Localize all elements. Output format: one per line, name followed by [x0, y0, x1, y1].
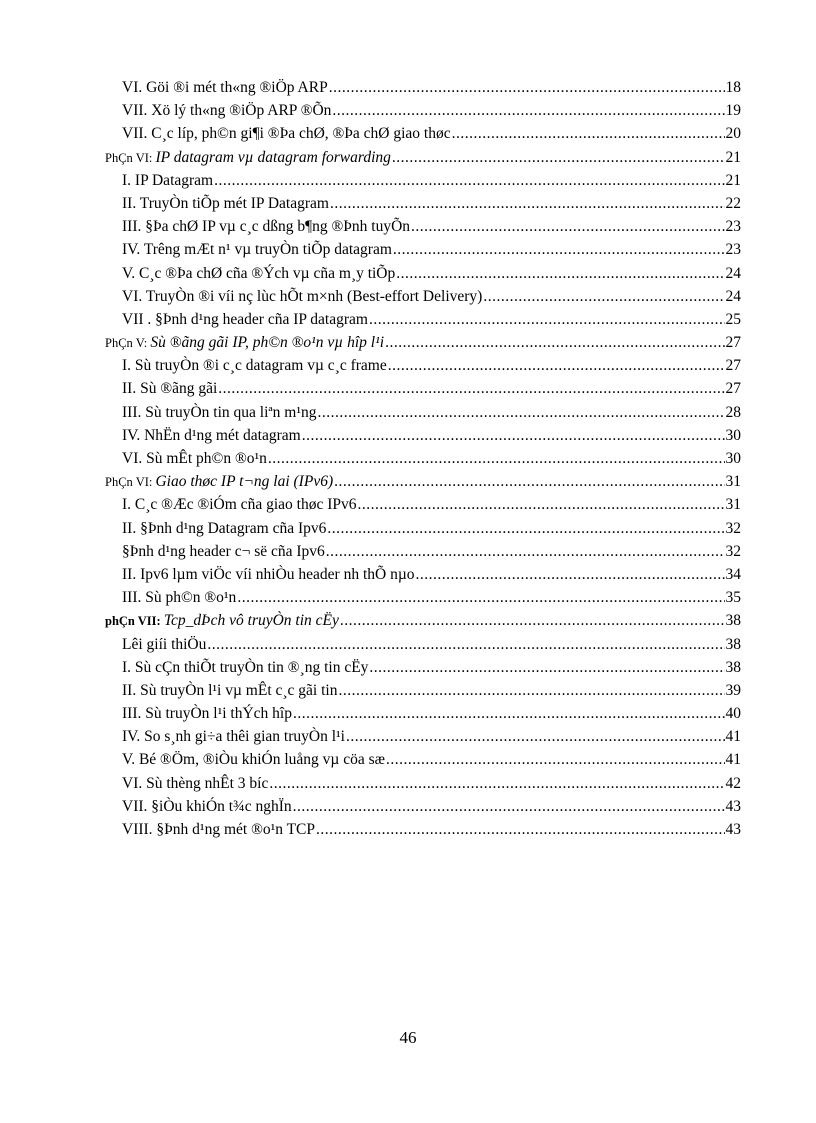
toc-page-number: 32 [725, 519, 741, 537]
dot-leader [346, 725, 725, 748]
toc-entry [105, 725, 741, 748]
part-title: Giao thøc IP t¬ng lai (IPv6) [155, 473, 334, 491]
toc-page-number: 35 [725, 589, 741, 607]
dot-leader [329, 76, 725, 99]
dot-leader [302, 424, 725, 447]
toc-page-number: 41 [725, 728, 741, 746]
dot-leader [214, 169, 724, 192]
toc-page-number: 19 [725, 102, 741, 120]
toc-entry-title: VI. Göi ®i mét th«ng ®iÖp ARP [122, 79, 328, 96]
dot-leader [218, 377, 724, 400]
toc-page-number: 41 [725, 751, 741, 769]
dot-leader [327, 517, 724, 540]
toc-entry-title: II. TruyÒn tiÕp mét IP Datagram [122, 194, 329, 212]
toc-entry-title: VII . §Þnh d¹ng header cña IP datagram [122, 310, 368, 328]
toc-page-number: 30 [725, 450, 741, 467]
toc-entry-title: VII. Xö lý th«ng ®iÖp ARP ®Õn [122, 102, 332, 120]
toc-entry [105, 238, 741, 261]
toc-entry-title: Lêi giíi thiÖu [122, 635, 207, 653]
dot-leader [392, 146, 725, 169]
toc-entry-title [105, 609, 339, 633]
toc-page-number: 43 [725, 821, 741, 838]
toc-page-number: 23 [725, 241, 741, 259]
toc-entry-title: II. Ipv6 lµm viÖc víi nhiÒu header nh thÕ nµo [122, 565, 415, 583]
dot-leader [411, 215, 724, 238]
toc-entry-title: II. Sù truyÒn l¹i vµ mÊt c¸c gãi tin [122, 681, 338, 699]
toc-entry-title: V. C¸c ®Þa chØ cña ®Ých vµ cña m¸y tiÕp [122, 264, 396, 282]
dot-leader [388, 354, 725, 377]
dot-leader [317, 401, 724, 424]
toc-page-number: 34 [725, 565, 741, 583]
toc-part-heading [105, 146, 741, 169]
toc-entry [105, 262, 741, 285]
dot-leader [416, 563, 725, 586]
toc-entry [105, 679, 741, 702]
toc-page-number: 38 [725, 658, 741, 676]
toc-entry [105, 401, 741, 424]
dot-leader [340, 609, 725, 632]
toc-page-number: 30 [725, 426, 741, 444]
toc-entry-title: I. C¸c ®Æc ®iÓm cña giao thøc IPv6 [122, 496, 357, 514]
toc-entry [105, 818, 741, 841]
toc-entry-title: III. Sù truyÒn tin qua liªn m¹ng [122, 403, 317, 421]
toc-entry-title: III. §Þa chØ IP vµ c¸c dßng b¶ng ®Þnh tuyÕn [122, 218, 411, 236]
toc-entry [105, 424, 741, 447]
dot-leader [393, 238, 725, 261]
toc-entry-title [105, 146, 391, 170]
dot-leader [330, 192, 725, 215]
toc-entry-title: I. Sù truyÒn ®i c¸c datagram vµ c¸c frame [122, 357, 387, 375]
toc-entry [105, 377, 741, 400]
part-prefix: phÇn VII: [105, 614, 164, 629]
dot-leader [293, 795, 725, 818]
dot-leader [386, 748, 725, 771]
dot-leader [207, 633, 724, 656]
dot-leader [269, 772, 724, 795]
toc-entry [105, 192, 741, 215]
toc-entry [105, 308, 741, 331]
toc-entry-title: VII. C¸c líp, ph©n gi¶i ®Þa chØ, ®Þa chØ giao thøc [122, 125, 451, 143]
toc-entry-title: II. Sù ®ãng gãi [122, 380, 218, 398]
toc-entry [105, 493, 741, 516]
toc-entry-title: IV. So s¸nh gi÷a thêi gian truyÒn l¹i [122, 728, 345, 746]
toc-page-number: 25 [725, 310, 741, 328]
toc-entry [105, 748, 741, 771]
dot-leader [326, 540, 725, 563]
toc-entry-title [105, 331, 384, 355]
toc-page-number: 23 [725, 218, 741, 236]
toc-entry [105, 169, 741, 192]
toc-entry [105, 563, 741, 586]
toc-entry [105, 772, 741, 795]
toc-entry-title: VI. Sù mÊt ph©n ®o¹n [122, 450, 267, 467]
toc-entry-title: II. §Þnh d¹ng Datagram cña Ipv6 [122, 519, 327, 537]
toc-part-heading [105, 331, 741, 354]
toc-page-number: 42 [725, 774, 741, 792]
dot-leader [396, 262, 724, 285]
toc-page-number: 28 [725, 403, 741, 421]
toc-page-number: 40 [725, 705, 741, 723]
part-prefix: PhÇn VI: [105, 150, 156, 165]
toc-page-number: 43 [725, 797, 741, 815]
toc-entry-title: V. Bé ®Öm, ®iÒu khiÓn luång vµ cöa sæ [122, 751, 385, 769]
dot-leader [369, 308, 725, 331]
toc-entry [105, 354, 741, 377]
toc-entry [105, 122, 741, 145]
toc-entry [105, 586, 741, 609]
toc-entry-title: VI. TruyÒn ®i víi nç lùc hÕt m×nh (Best-effort Delivery) [122, 287, 483, 305]
toc-page-number: 24 [725, 287, 741, 305]
toc-page-number: 38 [725, 612, 741, 630]
toc-page-number: 27 [725, 380, 741, 398]
part-title: Tcp_dÞch vô truyÒn tin cËy [163, 612, 339, 630]
toc-entry-title: VI. Sù thèng nhÊt 3 bíc [122, 774, 269, 792]
dot-leader [332, 99, 724, 122]
dot-leader [316, 818, 724, 841]
toc-entry [105, 447, 741, 470]
page-number: 46 [399, 1028, 417, 1047]
toc-page-number: 18 [725, 79, 741, 96]
dot-leader [452, 122, 725, 145]
toc-entry [105, 99, 741, 122]
toc-entry [105, 795, 741, 818]
toc-page-number: 32 [725, 542, 741, 560]
dot-leader [369, 656, 724, 679]
toc-entry [105, 215, 741, 238]
toc-page-number: 21 [725, 148, 741, 166]
part-title: IP datagram vµ datagram forwarding [155, 148, 391, 166]
toc-page-number: 20 [725, 125, 741, 143]
dot-leader [357, 493, 724, 516]
toc-entry [105, 540, 741, 563]
table-of-contents [105, 76, 741, 841]
toc-part-heading [105, 609, 741, 632]
dot-leader [334, 470, 724, 493]
dot-leader [268, 447, 725, 470]
toc-entry [105, 517, 741, 540]
toc-entry-title: VIII. §Þnh d¹ng mét ®o¹n TCP [122, 821, 316, 838]
toc-entry [105, 285, 741, 308]
dot-leader [237, 586, 724, 609]
toc-entry-title: §Þnh d¹ng header c¬ së cña Ipv6 [122, 542, 325, 560]
toc-entry-title: III. Sù ph©n ®o¹n [122, 589, 237, 607]
toc-entry-title: I. IP Datagram [122, 171, 214, 189]
toc-page-number: 31 [725, 496, 741, 514]
toc-entry-title: IV. NhËn d¹ng mét datagram [122, 426, 301, 444]
toc-entry-title: III. Sù truyÒn l¹i thÝch hîp [122, 705, 292, 723]
toc-page-number: 31 [725, 473, 741, 491]
toc-part-heading [105, 470, 741, 493]
toc-page-number: 21 [725, 171, 741, 189]
toc-entry [105, 633, 741, 656]
toc-entry [105, 76, 741, 99]
toc-entry [105, 702, 741, 725]
toc-page-number: 27 [725, 357, 741, 375]
part-prefix: PhÇn V: [105, 336, 151, 351]
toc-page-number: 27 [725, 334, 741, 352]
part-prefix: PhÇn VI: [105, 475, 156, 490]
toc-page-number: 22 [725, 194, 741, 212]
toc-page-number: 24 [725, 264, 741, 282]
toc-page-number: 38 [725, 635, 741, 653]
toc-page-number: 39 [725, 681, 741, 699]
toc-entry [105, 656, 741, 679]
dot-leader [338, 679, 724, 702]
dot-leader [385, 331, 724, 354]
part-title: Sù ®ãng gãi IP, ph©n ®o¹n vµ hîp l¹i [150, 334, 385, 352]
toc-entry-title [105, 470, 333, 494]
toc-entry-title: IV. Trêng mÆt n¹ vµ truyÒn tiÕp datagram [122, 241, 392, 259]
toc-entry-title: I. Sù cÇn thiÕt truyÒn tin ®¸ng tin cËy [122, 658, 369, 676]
toc-entry-title: VII. §iÒu khiÓn t¾c nghÏn [122, 797, 292, 815]
dot-leader [293, 702, 725, 725]
dot-leader [483, 285, 724, 308]
